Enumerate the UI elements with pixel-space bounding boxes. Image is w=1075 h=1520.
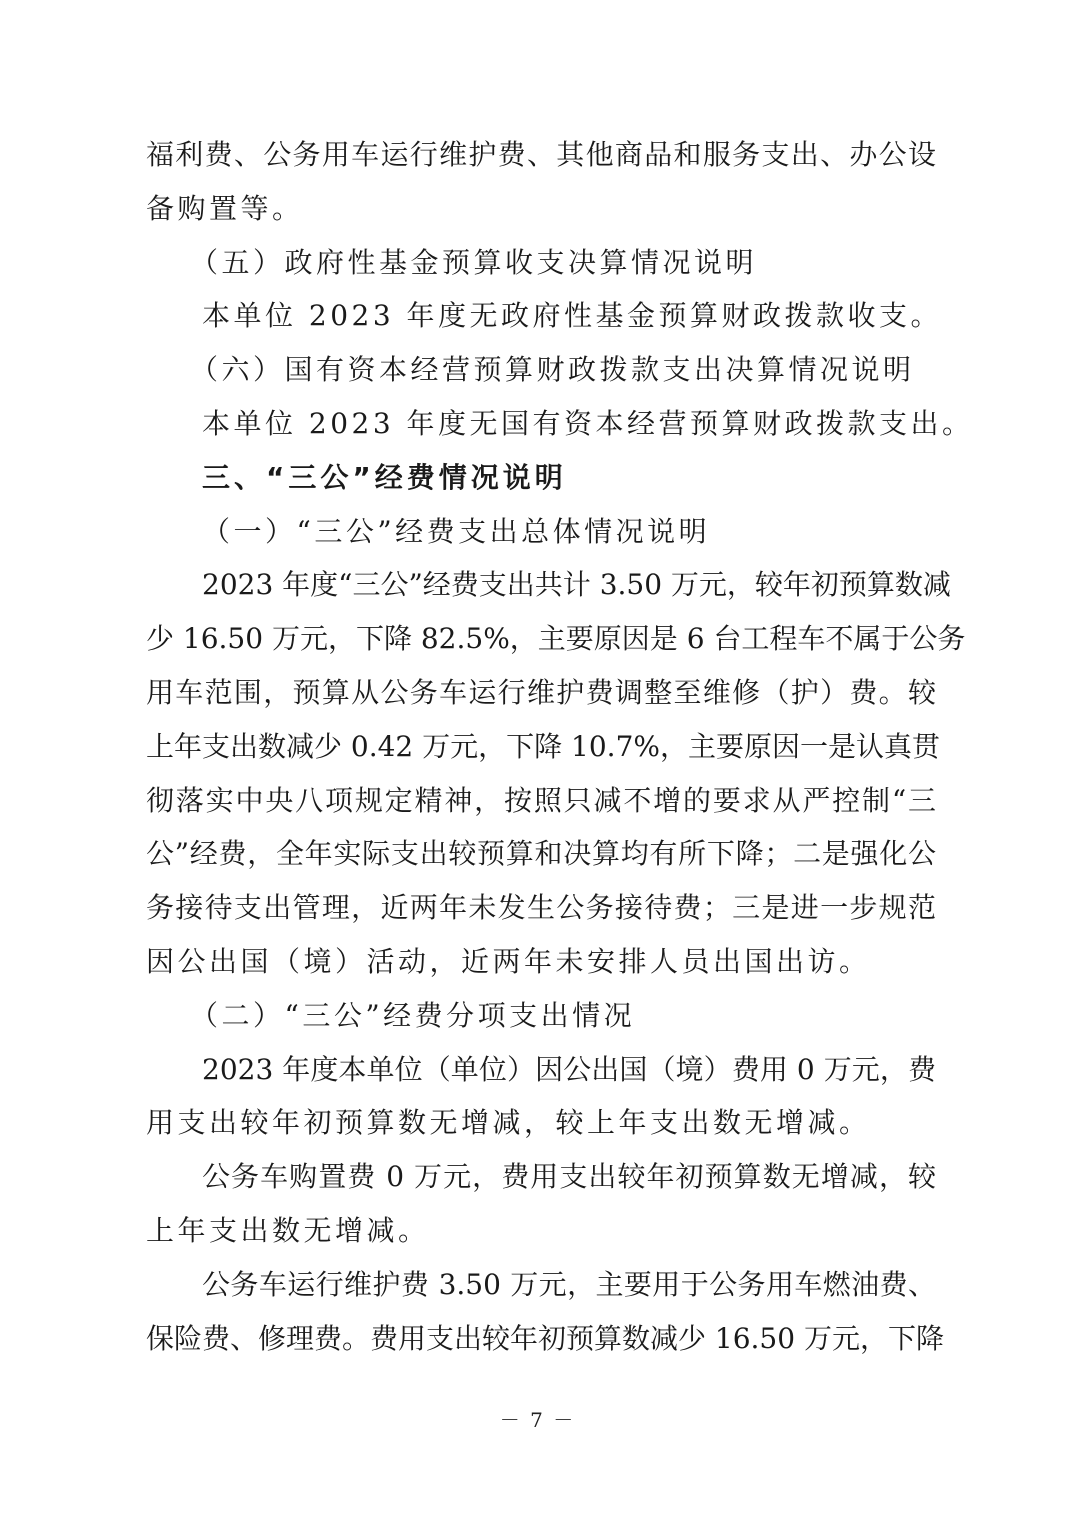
paragraph-line: 2023 年度“三公”经费支出共计 3.50 万元，较年初预算数减 — [202, 568, 951, 602]
paragraph-line: 2023 年度本单位（单位）因公出国（境）费用 0 万元，费 — [202, 1052, 936, 1086]
paragraph-line: 公务车运行维护费 3.50 万元，主要用于公务用车燃油费、 — [202, 1267, 936, 1301]
paragraph-line: 用车范围，预算从公务车运行维护费调整至维修（护）费。较 — [146, 675, 936, 709]
paragraph-line: 本单位 2023 年度无政府性基金预算财政拨款收支。 — [202, 299, 943, 333]
section-heading: （一）“三公”经费支出总体情况说明 — [202, 514, 711, 548]
paragraph-line: 福利费、公务用车运行维护费、其他商品和服务支出、办公设 — [146, 138, 936, 171]
document-body — [146, 128, 974, 1365]
paragraph-line: 本单位 2023 年度无国有资本经营预算财政拨款支出。 — [202, 406, 974, 440]
paragraph-line: 公务车购置费 0 万元，费用支出较年初预算数无增减，较 — [202, 1160, 936, 1194]
paragraph-line: 用支出较年初预算数无增减，较上年支出数无增减。 — [146, 1106, 871, 1140]
paragraph-line: 上年支出数无增减。 — [146, 1213, 430, 1247]
paragraph-line: 务接待支出管理，近两年未发生公务接待费；三是进一步规范 — [146, 891, 936, 925]
paragraph-line: 因公出国（境）活动，近两年未安排人员出国出访。 — [146, 944, 871, 978]
section-heading: （六）国有资本经营预算财政拨款支出决算情况说明 — [190, 353, 915, 387]
paragraph-line: 公”经费，全年实际支出较预算和决算均有所下降；二是强化公 — [146, 837, 936, 871]
section-heading: （二）“三公”经费分项支出情况 — [190, 998, 636, 1032]
paragraph-line: 保险费、修理费。费用支出较年初预算数减少 16.50 万元，下降 — [146, 1321, 944, 1355]
paragraph-line: 少 16.50 万元，下降 82.5%，主要原因是 6 台工程车不属于公务 — [146, 622, 966, 656]
page-number: － 7 － — [499, 1408, 576, 1432]
paragraph-line: 备购置等。 — [146, 191, 304, 225]
section-heading: （五）政府性基金预算收支决算情况说明 — [190, 245, 758, 279]
chapter-heading: 三、“三公”经费情况说明 — [202, 460, 567, 494]
paragraph-line: 上年支出数减少 0.42 万元，下降 10.7%，主要原因一是认真贯 — [146, 729, 940, 763]
paragraph-line: 彻落实中央八项规定精神，按照只减不增的要求从严控制“三 — [146, 783, 936, 817]
